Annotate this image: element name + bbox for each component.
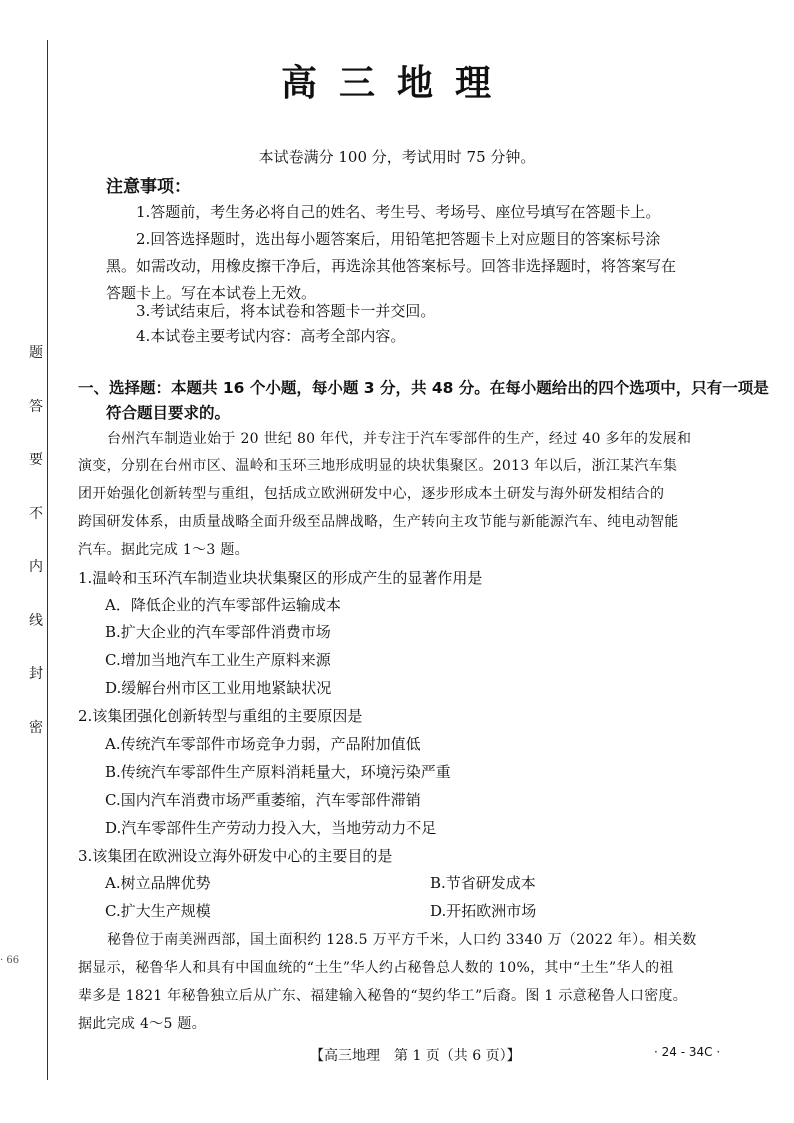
option-b: B.传统汽车零部件生产原料消耗量大，环境污染严重 [105, 763, 451, 781]
passage-line: 辈多是 1821 年秘鲁独立后从广东、福建输入秘鲁的“契约华工”后裔。图 1 示意秘鲁人口密度。 [78, 988, 688, 1004]
binding-mark: 不 [29, 505, 43, 522]
option-b: B.节省研发成本 [430, 874, 536, 892]
binding-mark: 线 [29, 612, 43, 629]
binding-mark: 内 [29, 559, 43, 576]
option-d: D.开拓欧洲市场 [430, 902, 537, 920]
passage-line: 据显示，秘鲁华人和具有中国血统的“土生”华人约占秘鲁总人数的 10%，其中“土生”华人的祖 [78, 960, 674, 976]
passage-line: 演变，分别在台州市区、温岭和玉环三地形成明显的块状集聚区。2013 年以后，浙江某汽车集 [78, 458, 678, 474]
footer-code: · 24 - 34C · [654, 1045, 721, 1059]
notice-line: 4.本试卷主要考试内容：高考全部内容。 [136, 327, 406, 345]
notice-line: 2.回答选择题时，选出每小题答案后，用铅笔把答题卡上对应题目的答案标号涂 [136, 230, 661, 248]
notice-line: 黑。如需改动，用橡皮擦干净后，再选涂其他答案标号。回答非选择题时，将答案写在 [106, 257, 677, 275]
passage-line: 汽车。据此完成 1～3 题。 [78, 542, 249, 558]
notice-line: 答题卡上。写在本试卷上无效。 [106, 284, 317, 302]
option-c: C.增加当地汽车工业生产原料来源 [105, 651, 331, 669]
option-a: A.传统汽车零部件市场竞争力弱，产品附加值低 [105, 735, 421, 753]
option-d: D.汽车零部件生产劳动力投入大，当地劳动力不足 [105, 819, 437, 837]
passage-line: 据此完成 4～5 题。 [78, 1016, 207, 1032]
option-c: C.扩大生产规模 [105, 902, 211, 920]
binding-mark: 要 [29, 452, 43, 469]
option-b: B.扩大企业的汽车零部件消费市场 [105, 623, 331, 641]
footer-page-info: 【高三地理 第 1 页（共 6 页）】 [310, 1048, 521, 1064]
binding-mark: 密 [29, 719, 43, 736]
question-stem: 3.该集团在欧洲设立海外研发中心的主要目的是 [78, 847, 393, 865]
passage-line: 团开始强化创新转型与重组，包括成立欧洲研发中心，逐步形成本土研发与海外研发相结合的 [78, 486, 665, 502]
option-c: C.国内汽车消费市场严重萎缩，汽车零部件滞销 [105, 791, 421, 809]
option-d: D.缓解台州市区工业用地紧缺状况 [105, 679, 332, 697]
exam-info: 本试卷满分 100 分，考试用时 75 分钟。 [258, 148, 536, 166]
edge-mark: · 66 [0, 955, 20, 966]
passage-line: 跨国研发体系，由质量战略全面升级至品牌战略，生产转向主攻节能与新能源汽车、纯电动智能 [78, 514, 679, 530]
section-heading: 一、选择题：本题共 16 个小题，每小题 3 分，共 48 分。在每小题给出的四个选项中，只有一项是 [78, 379, 769, 397]
option-a: A．降低企业的汽车零部件运输成本 [105, 596, 341, 614]
notice-line: 1.答题前，考生务必将自己的姓名、考生号、考场号、座位号填写在答题卡上。 [136, 203, 661, 221]
option-a: A.树立品牌优势 [105, 874, 211, 892]
notice-heading: 注意事项： [106, 177, 191, 197]
passage-line: 秘鲁位于南美洲西部，国土面积约 128.5 万平方千米，人口约 3340 万（2022 年）。相关数 [107, 932, 697, 948]
passage-line: 台州汽车制造业始于 20 世纪 80 年代，并专注于汽车零部件的生产，经过 40 多年的发展和 [107, 431, 692, 447]
binding-margin-text [27, 342, 45, 737]
question-stem: 1.温岭和玉环汽车制造业块状集聚区的形成产生的显著作用是 [78, 569, 483, 587]
binding-mark: 答 [29, 398, 43, 415]
section-heading: 符合题目要求的。 [106, 404, 231, 422]
question-stem: 2.该集团强化创新转型与重组的主要原因是 [78, 707, 363, 725]
binding-mark: 封 [29, 666, 43, 683]
binding-mark: 题 [29, 345, 43, 361]
notice-line: 3.考试结束后，将本试卷和答题卡一并交回。 [136, 302, 436, 320]
page-title: 高三地理 [280, 63, 513, 104]
binding-line [47, 40, 48, 1080]
